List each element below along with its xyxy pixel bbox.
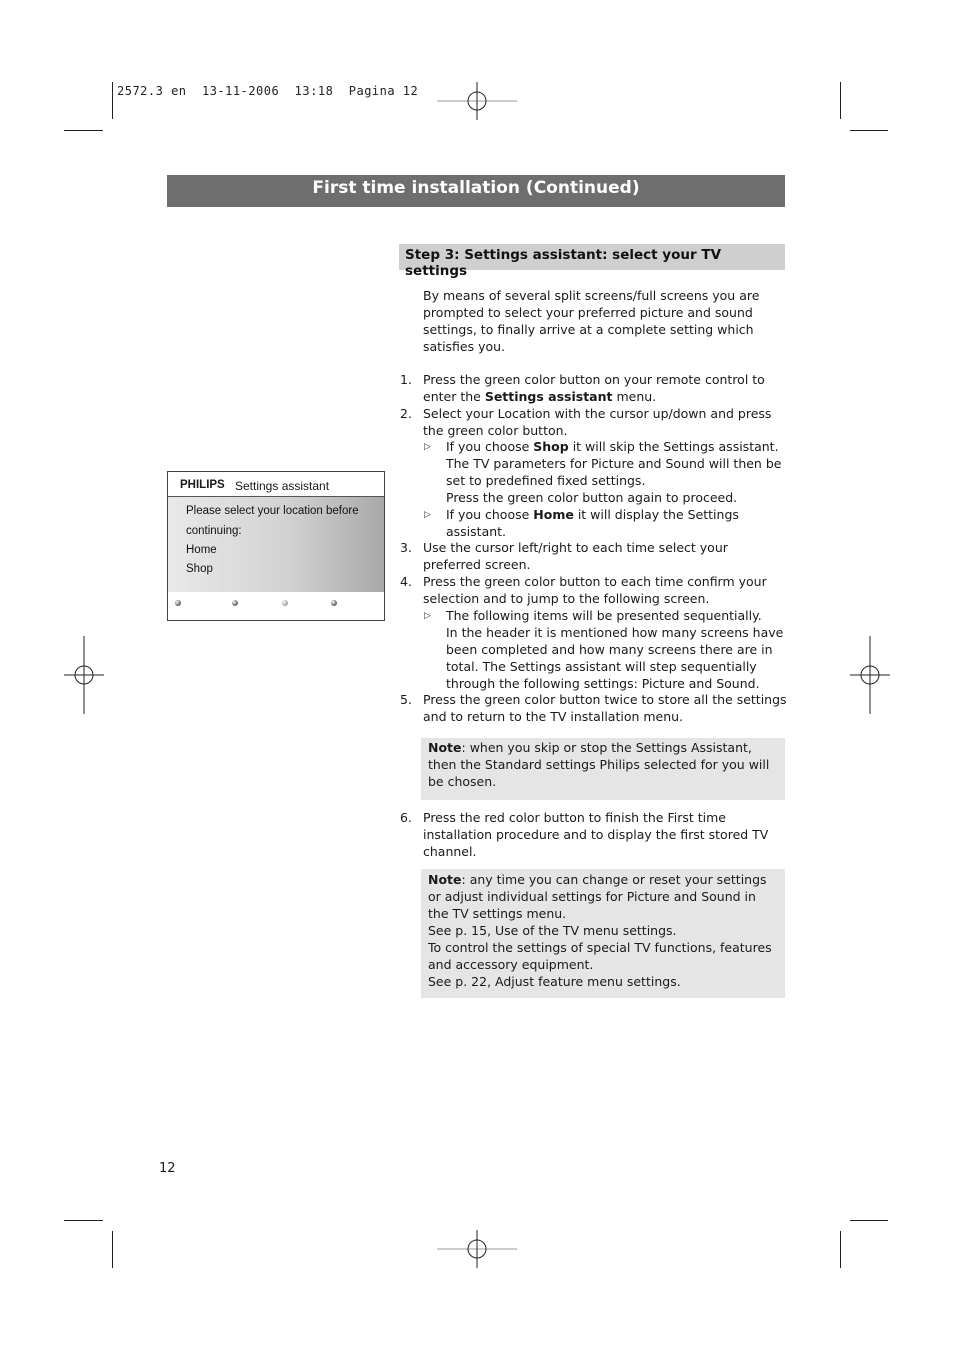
note-1-text (428, 739, 780, 790)
step-3-text: Use the cursor left/right to each time select your preferred screen. (423, 540, 728, 572)
tv-screen-title: Settings assistant (235, 479, 330, 493)
registration-mark-right (850, 636, 890, 714)
tv-screen-illustration (167, 471, 385, 621)
step-number: 2. (400, 406, 412, 421)
substep-home (446, 506, 788, 540)
substep-shop-bold: Shop (533, 439, 569, 454)
registration-mark-bottom (437, 1230, 517, 1268)
color-button-dot-icon (331, 600, 337, 606)
crop-mark (112, 1231, 113, 1268)
substep-sequence-line1: The following items will be presented sequentially. (446, 608, 762, 623)
registration-mark-top (437, 82, 517, 120)
tv-option-home: Home (186, 544, 217, 556)
triangle-bullet-icon: ▷ (424, 510, 431, 520)
substep-home-pre: If you choose (446, 507, 534, 522)
crop-mark (850, 130, 888, 131)
registration-mark-left (64, 636, 104, 714)
tv-brand-logo: PHILIPS (180, 479, 225, 491)
step-1-text (423, 371, 788, 405)
step-1-text-post: menu. (612, 389, 657, 404)
step-number: 5. (400, 692, 412, 707)
color-button-dot-icon (282, 600, 288, 606)
crop-mark (64, 1220, 103, 1221)
step-6-text: Press the red color button to finish the First time installation procedure and to display the first stored TV channel. (423, 810, 769, 859)
note-1-body: : when you skip or stop the Settings Assistant, then the Standard settings Philips selected for you will be chosen. (428, 740, 770, 789)
crop-mark (840, 82, 841, 119)
triangle-bullet-icon: ▷ (424, 611, 431, 621)
note-2-line3: To control the settings of special TV functions, features and accessory equipment. (428, 940, 772, 972)
tv-prompt-line1: Please select your location before (186, 505, 359, 517)
tv-screen-panel (168, 497, 384, 592)
step-4-text: Press the green color button to each time confirm your selection and to jump to the following screen. (423, 574, 767, 606)
note-2-text (428, 871, 780, 990)
step-1-bold: Settings assistant (484, 389, 613, 404)
color-button-dot-icon (232, 600, 238, 606)
page-title: First time installation (Continued) (167, 175, 785, 207)
note-2-line2: See p. 15, Use of the TV menu settings. (428, 923, 677, 938)
tv-option-shop: Shop (186, 563, 213, 575)
note-2-body: : any time you can change or reset your settings or adjust individual settings for Picture and Sound in the TV settings menu. (428, 872, 767, 921)
step-number: 4. (400, 574, 412, 589)
step-number: 6. (400, 810, 412, 825)
substep-shop-pre: If you choose (446, 439, 534, 454)
intro-paragraph: By means of several split screens/full screens you are prompted to select your preferred picture and sound settings, to finally arrive at a complete setting which satisfies you. (423, 288, 760, 354)
step-heading-bar (399, 244, 785, 279)
note-2-line4: See p. 22, Adjust feature menu settings. (428, 974, 681, 989)
note-box-1 (421, 738, 785, 800)
note-box-2 (421, 869, 785, 998)
substep-sequence-line2: In the header it is mentioned how many screens have been completed and how many screens there are in total. The Settings assistant will step sequentially through the following settings: Picture and Sound. (446, 625, 784, 691)
substep-shop-extra: Press the green color button again to proceed. (446, 490, 738, 505)
note-2-line1 (428, 871, 780, 922)
substep-shop (446, 438, 788, 506)
step-heading: Step 3: Settings assistant: select your TV settings (405, 247, 722, 279)
crop-mark (840, 1231, 841, 1268)
crop-mark (64, 130, 103, 131)
substep-home-bold: Home (533, 507, 574, 522)
note-1-label: Note (428, 740, 462, 755)
crop-mark (850, 1220, 888, 1221)
step-number: 3. (400, 540, 412, 555)
color-button-dot-icon (175, 600, 181, 606)
triangle-bullet-icon: ▷ (424, 442, 431, 452)
tv-prompt-line2: continuing: (186, 525, 242, 537)
crop-mark (112, 82, 113, 119)
step-1-text-pre: Press the green color button on your remote control to enter the (423, 372, 765, 404)
step-number: 1. (400, 372, 412, 387)
substep-sequence (446, 607, 788, 692)
substep-home-post: it will display the Settings assistant. (446, 507, 739, 539)
print-slug: 2572.3 en 13-11-2006 13:18 Pagina 12 (117, 84, 419, 98)
step-2-text: Select your Location with the cursor up/down and press the green color button. (423, 406, 772, 438)
tv-screen-header (168, 472, 384, 497)
substep-shop-post: it will skip the Settings assistant. The TV parameters for Picture and Sound will then be set to predefined fixed settings. (446, 439, 782, 488)
note-2-label: Note (428, 872, 462, 887)
step-5-text: Press the green color button twice to store all the settings and to return to the TV installation menu. (423, 692, 787, 724)
page-number: 12 (159, 1161, 176, 1176)
